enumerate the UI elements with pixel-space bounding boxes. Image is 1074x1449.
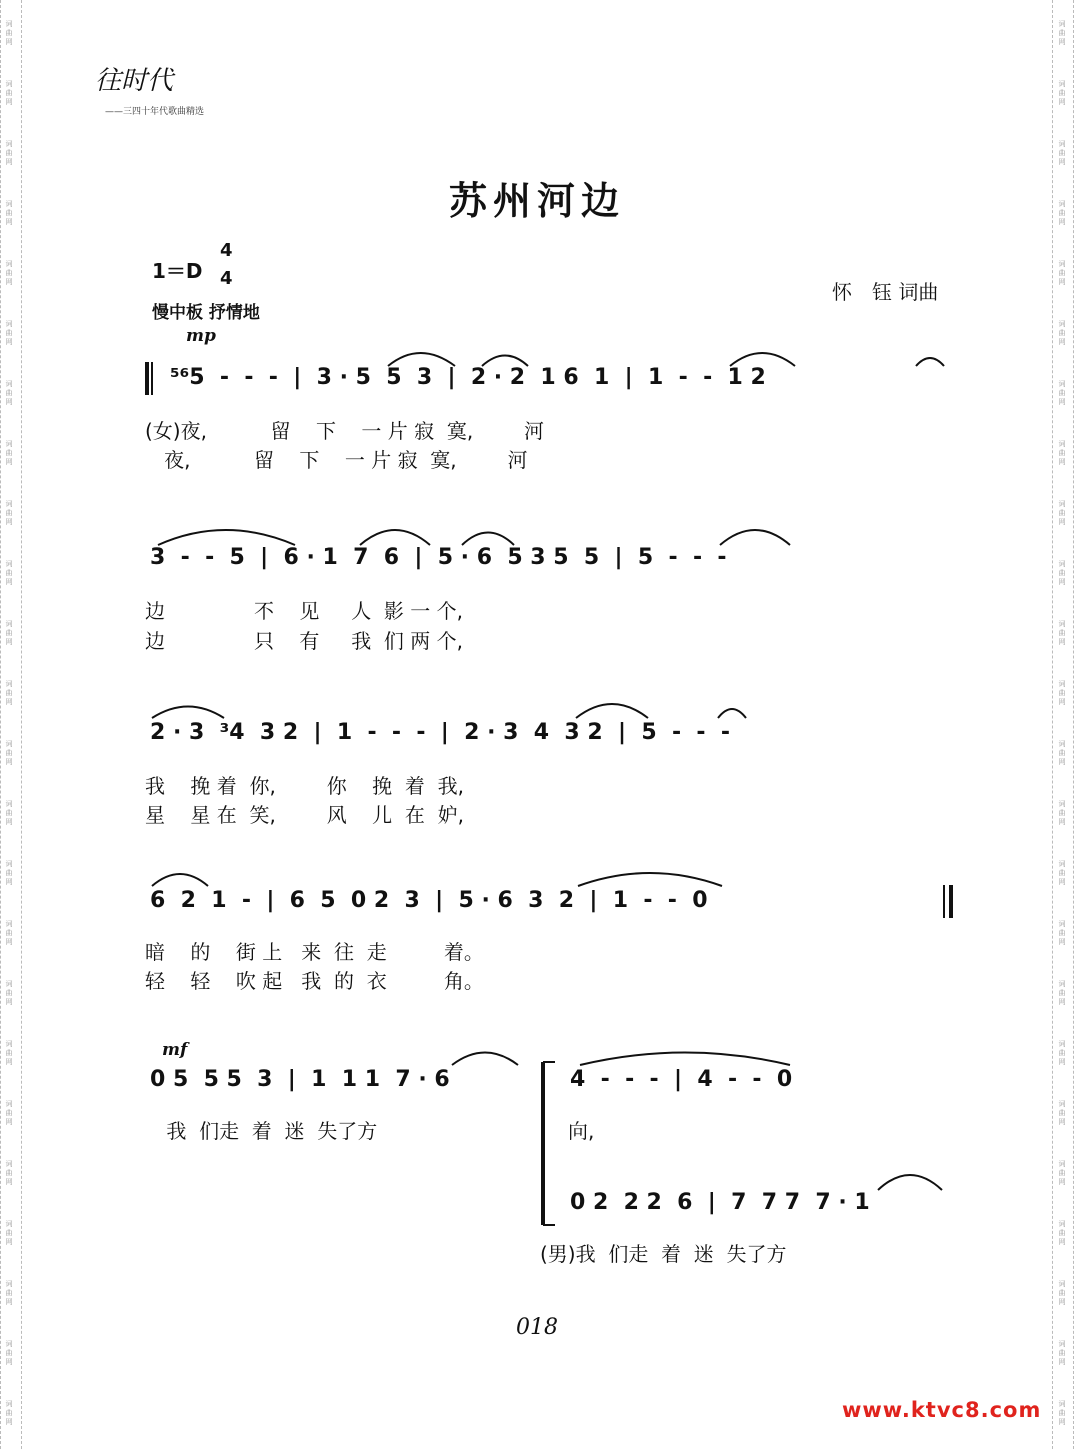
margin-watermark-text: 词曲网: [5, 680, 13, 706]
margin-watermark-text: 词曲网: [1058, 260, 1066, 286]
lyric-part-upper: 向,: [568, 1119, 595, 1143]
lyric-line-2-verse-1: 边 不 见 人 影 一 个,: [145, 599, 464, 623]
margin-watermark-text: 词曲网: [1058, 920, 1066, 946]
margin-watermark-text: 词曲网: [5, 1280, 13, 1306]
margin-watermark-text: 词曲网: [5, 140, 13, 166]
margin-watermark-text: 词曲网: [5, 320, 13, 346]
margin-watermark-text: 词曲网: [1058, 740, 1066, 766]
margin-watermark-text: 词曲网: [5, 560, 13, 586]
song-title: 苏州河边: [448, 178, 625, 223]
notation-line-2: 3 - - 5 | 6 · 1 7 6 | 5 · 6 5 3 5 5 | 5 - - -: [150, 545, 727, 570]
lyric-line-2-verse-2: 边 只 有 我 们 两 个,: [145, 629, 464, 653]
margin-watermark-text: 词曲网: [1058, 440, 1066, 466]
series-logo: 往时代: [95, 66, 174, 96]
margin-watermark-text: 词曲网: [1058, 1160, 1066, 1186]
margin-watermark-text: 词曲网: [1058, 980, 1066, 1006]
margin-watermark-text: 词曲网: [1058, 1100, 1066, 1126]
notation-part-lower: 0 2 2 2 6 | 7 7 7 7 · 1: [570, 1190, 870, 1215]
margin-watermark-text: 词曲网: [1058, 1220, 1066, 1246]
notation-line-3: 2 · 3 ³4 3 2 | 1 - - - | 2 · 3 4 3 2 | 5 - - -: [150, 720, 730, 745]
margin-watermark-text: 词曲网: [1058, 380, 1066, 406]
margin-watermark-text: 词曲网: [1058, 500, 1066, 526]
notation-line-1: ⁵⁶5 - - - | 3 · 5 5 3 | 2 · 2 1 6 1 | 1 - - 1 2: [170, 365, 766, 390]
margin-watermark-text: 词曲网: [5, 620, 13, 646]
margin-watermark-text: 词曲网: [5, 1400, 13, 1426]
tempo-marking: 慢中板 抒情地: [152, 303, 260, 323]
website-watermark: www.ktvc8.com: [842, 1398, 1042, 1422]
margin-watermark-text: 词曲网: [5, 380, 13, 406]
margin-watermark-text: 词曲网: [5, 1340, 13, 1366]
margin-watermark-text: 词曲网: [5, 1160, 13, 1186]
margin-watermark-text: 词曲网: [1058, 620, 1066, 646]
margin-watermark-text: 词曲网: [1058, 1040, 1066, 1066]
notation-line-4: 6 2 1 - | 6 5 0 2 3 | 5 · 6 3 2 | 1 - - 0: [150, 888, 708, 913]
lyric-line-3-verse-1: 我 挽 着 你, 你 挽 着 我,: [145, 774, 464, 798]
margin-watermark-text: 词曲网: [5, 920, 13, 946]
page-number: 018: [516, 1315, 558, 1340]
margin-watermark-text: 词曲网: [5, 1040, 13, 1066]
lyric-line-4-verse-2: 轻 轻 吹 起 我 的 衣 角。: [145, 969, 484, 993]
margin-watermark-text: 词曲网: [5, 200, 13, 226]
lyric-line-1-verse-1: (女)夜, 留 下 一 片 寂 寞, 河: [145, 419, 545, 443]
time-signature-top: 4: [220, 240, 233, 261]
margin-watermark-text: 词曲网: [1058, 80, 1066, 106]
margin-watermark-text: 词曲网: [1058, 320, 1066, 346]
margin-watermark-text: 词曲网: [5, 800, 13, 826]
margin-watermark-text: 词曲网: [5, 980, 13, 1006]
margin-watermark-text: 词曲网: [5, 20, 13, 46]
lyric-line-5: 我 们走 着 迷 失了方: [160, 1119, 378, 1143]
margin-watermark-text: 词曲网: [5, 260, 13, 286]
lyric-line-4-verse-1: 暗 的 街 上 来 往 走 着。: [145, 940, 484, 964]
margin-watermark-text: 词曲网: [1058, 1280, 1066, 1306]
notation-part-upper: 4 - - - | 4 - - 0: [570, 1067, 793, 1092]
time-signature-bottom: 4: [220, 268, 233, 289]
margin-watermark-text: 词曲网: [5, 740, 13, 766]
margin-watermark-text: 词曲网: [5, 500, 13, 526]
margin-watermark-text: 词曲网: [1058, 200, 1066, 226]
dynamic-mp: mp: [186, 326, 216, 346]
lyric-line-3-verse-2: 星 星 在 笑, 风 儿 在 妒,: [145, 803, 464, 827]
margin-watermark-text: 词曲网: [5, 1100, 13, 1126]
margin-watermark-text: 词曲网: [1058, 800, 1066, 826]
margin-watermark-text: 词曲网: [1058, 1340, 1066, 1366]
key-signature: 1＝D: [152, 259, 203, 283]
margin-watermark-text: 词曲网: [5, 80, 13, 106]
margin-watermark-text: 词曲网: [1058, 860, 1066, 886]
margin-watermark-text: 词曲网: [1058, 140, 1066, 166]
margin-watermark-text: 词曲网: [1058, 20, 1066, 46]
margin-watermark-text: 词曲网: [1058, 560, 1066, 586]
credit: 怀 钰 词曲: [832, 280, 939, 304]
margin-watermark-text: 词曲网: [5, 1220, 13, 1246]
series-subtitle: ——三四十年代歌曲精选: [105, 107, 205, 117]
notation-line-5: 0 5 5 5 3 | 1 1 1 7 · 6: [150, 1067, 450, 1092]
lyric-line-1-verse-2: 夜, 留 下 一 片 寂 寞, 河: [145, 448, 528, 472]
margin-watermark-text: 词曲网: [5, 440, 13, 466]
margin-watermark-text: 词曲网: [1058, 680, 1066, 706]
margin-watermark-text: 词曲网: [1058, 1400, 1066, 1426]
margin-watermark-text: 词曲网: [5, 860, 13, 886]
lyric-part-lower: (男)我 们走 着 迷 失了方: [540, 1242, 787, 1266]
dynamic-mf: mf: [162, 1040, 188, 1060]
